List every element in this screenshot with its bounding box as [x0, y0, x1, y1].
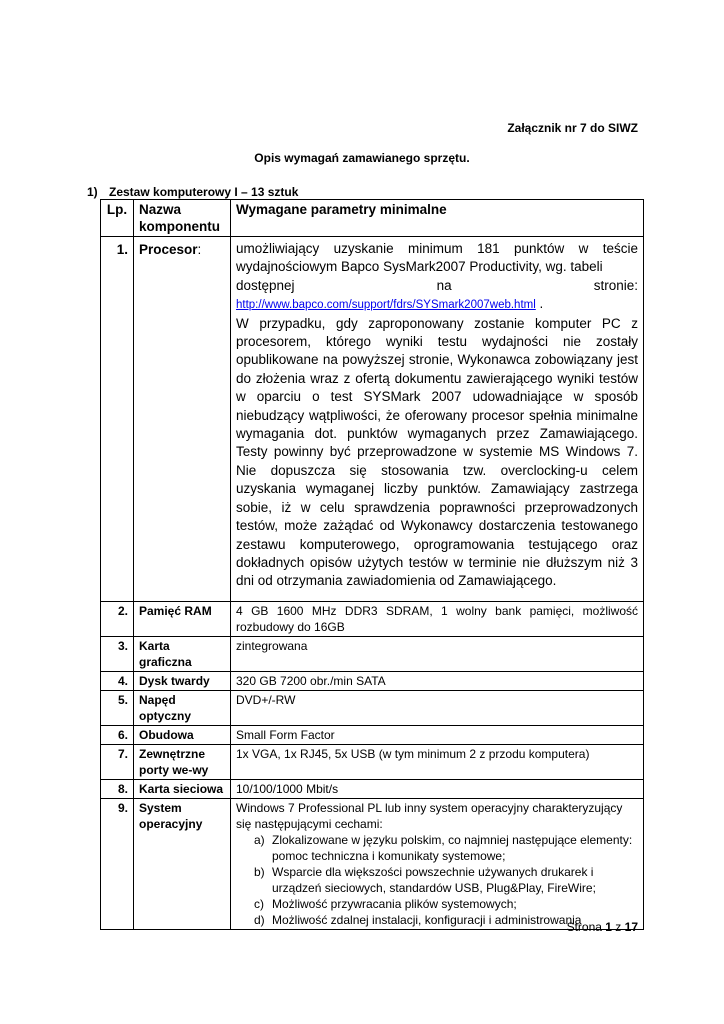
- row-name: Napęd optyczny: [134, 690, 231, 725]
- row-value: DVD+/-RW: [231, 690, 644, 725]
- row-lp: 8.: [101, 779, 134, 798]
- footer-separator: z: [615, 920, 622, 934]
- footer-page-total: 17: [624, 920, 638, 934]
- row-value: 320 GB 7200 obr./min SATA: [231, 671, 644, 690]
- row-lp: 7.: [101, 744, 134, 779]
- footer-page-number: 1: [605, 920, 612, 934]
- requirements-table: [100, 199, 644, 930]
- row-lp: 3.: [101, 636, 134, 671]
- row-value: Small Form Factor: [231, 725, 644, 744]
- table-row: [101, 690, 644, 725]
- section-heading: [87, 185, 298, 199]
- os-feature-list: [236, 832, 638, 928]
- bapco-link[interactable]: http://www.bapco.com/support/fdrs/SYSmark2007web.html: [236, 299, 536, 312]
- processor-text-3: W przypadku, gdy zaproponowany zostanie komputer PC z procesorem, którego wyniki testu wydajności nie zostały opublikowane na powyższej stronie, Wykonawca zobowiązany jest do złożenia wraz z ofertą dokumentu zawierającego wyniki testów w oparciu o test SYSMark 2007 udowadniające w sposób niebudzący wątpliwości, że oferowany procesor spełnia minimalne wymagania dot. punktów wymaganych przez Zamawiającego. Testy powinny być przeprowadzone w systemie MS Windows 7. Nie dopuszcza się stosowania tzw. overclocking-u celem uzyskania wymaganej liczby punktów. Zamawiający zastrzega sobie, iż w celu sprawdzenia poprawności przeprowadzonych testów, może zażądać od Wykonawcy dostarczenia testowanego zestawu komputerowego, oprogramowania testującego oraz dokładnych opisów użytych testów w terminie nie dłuższym niż 3 dni od otrzymania zawiadomienia od Zamawiającego.: [236, 315, 638, 589]
- processor-text-2c: stronie:: [593, 277, 638, 293]
- processor-text-2: [236, 277, 638, 295]
- processor-name: Procesor: [139, 242, 198, 257]
- section-number: 1): [87, 185, 98, 199]
- list-marker: d): [254, 912, 265, 927]
- table-row: [101, 725, 644, 744]
- row-name: Karta graficzna: [134, 636, 231, 671]
- list-item-text: Zlokalizowane w języku polskim, co najmniej następujące elementy: pomoc techniczna i komunikaty systemowe;: [272, 832, 633, 863]
- row-name: Zewnętrzne porty we-wy: [134, 744, 231, 779]
- row-value: 10/100/1000 Mbit/s: [231, 779, 644, 798]
- list-marker: a): [254, 832, 265, 847]
- list-item: [236, 832, 638, 864]
- table-row-processor: [101, 237, 644, 602]
- header-params: Wymagane parametry minimalne: [231, 200, 644, 237]
- row-value: 1x VGA, 1x RJ45, 5x USB (w tym minimum 2 z przodu komputera): [231, 744, 644, 779]
- processor-text-2b: na: [436, 277, 452, 293]
- os-spec: [231, 798, 644, 929]
- row-lp: 1.: [101, 237, 134, 602]
- footer-prefix: Strona: [566, 920, 602, 934]
- table-row: [101, 636, 644, 671]
- row-lp: 6.: [101, 725, 134, 744]
- row-name: Obudowa: [134, 725, 231, 744]
- row-lp: 9.: [101, 798, 134, 929]
- table-header-row: [101, 200, 644, 237]
- row-value: zintegrowana: [231, 636, 644, 671]
- list-item-text: Możliwość zdalnej instalacji, konfiguracji i administrowania: [272, 912, 582, 927]
- table-row-os: [101, 798, 644, 929]
- row-value: 4 GB 1600 MHz DDR3 SDRAM, 1 wolny bank pamięci, możliwość rozbudowy do 16GB: [231, 601, 644, 636]
- header-lp: Lp.: [101, 200, 134, 237]
- processor-spec: [231, 237, 644, 602]
- list-marker: b): [254, 864, 265, 879]
- annex-label: Załącznik nr 7 do SIWZ: [507, 121, 638, 135]
- processor-text-2a: dostępnej: [236, 277, 295, 293]
- list-marker: c): [254, 896, 264, 911]
- processor-text-1: umożliwiający uzyskanie minimum 181 punktów w teście wydajnościowym Bapco SysMark2007 Productivity, wg. tabeli: [236, 241, 638, 275]
- table-row: [101, 779, 644, 798]
- header-name: Nazwa komponentu: [134, 200, 231, 237]
- page-footer: [567, 920, 638, 934]
- document-title: Opis wymagań zamawianego sprzętu.: [254, 151, 470, 165]
- table-row: [101, 744, 644, 779]
- row-name: Karta sieciowa: [134, 779, 231, 798]
- row-lp: 2.: [101, 601, 134, 636]
- processor-link-line: [236, 295, 638, 314]
- list-item: [236, 864, 638, 896]
- row-name: Pamięć RAM: [134, 601, 231, 636]
- row-lp: 4.: [101, 671, 134, 690]
- list-item: [236, 896, 638, 912]
- table-row: [101, 671, 644, 690]
- list-item-text: Wsparcie dla większości powszechnie używanych drukarek i urządzeń sieciowych, standardów USB, Plug&Play, FireWire;: [272, 864, 596, 895]
- os-intro: Windows 7 Professional PL lub inny system operacyjny charakteryzujący się następującymi cechami:: [236, 800, 623, 831]
- row-name: System operacyjny: [134, 798, 231, 929]
- row-name: Dysk twardy: [134, 671, 231, 690]
- link-suffix: .: [535, 296, 544, 312]
- section-title: Zestaw komputerowy I – 13 sztuk: [109, 185, 299, 199]
- row-lp: 5.: [101, 690, 134, 725]
- table-row: [101, 601, 644, 636]
- processor-name-colon: :: [197, 242, 202, 257]
- list-item-text: Możliwość przywracania plików systemowych;: [272, 896, 517, 911]
- row-name: [134, 237, 231, 602]
